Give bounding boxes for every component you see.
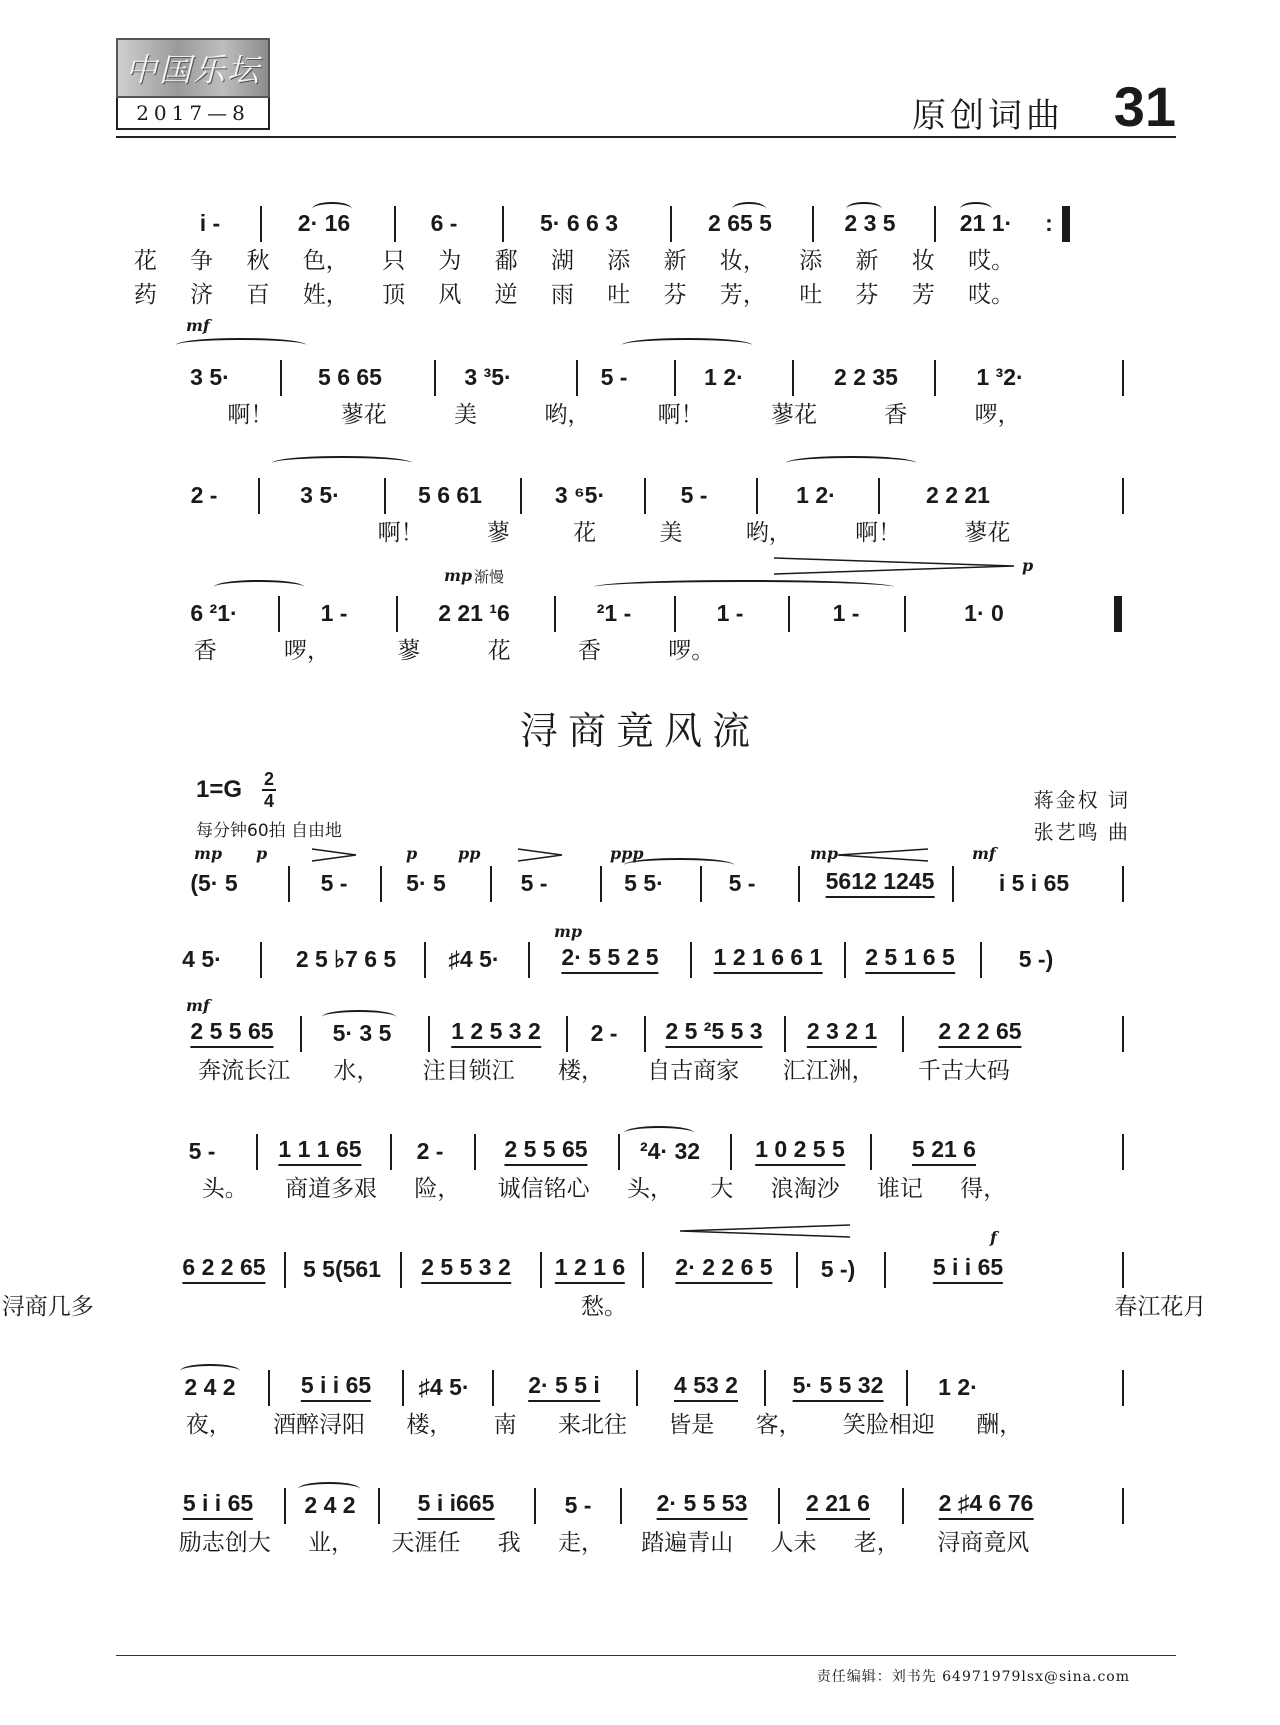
dynamic-mark: mf bbox=[186, 996, 210, 1015]
barline bbox=[980, 942, 982, 978]
measure: 6 2 2 65 bbox=[182, 1252, 265, 1284]
phrase-slur bbox=[214, 580, 304, 594]
lyrics-verse-2 bbox=[133, 278, 1130, 312]
measure: 2 4 2 bbox=[184, 1374, 236, 1400]
barline bbox=[278, 596, 280, 632]
measure: 1 - bbox=[832, 600, 860, 626]
barline bbox=[1122, 478, 1124, 514]
barline bbox=[934, 360, 936, 396]
barline bbox=[540, 1252, 542, 1288]
measure: 6 ²1· bbox=[190, 600, 238, 626]
measure: 3 ³5· bbox=[464, 364, 512, 390]
barline bbox=[792, 360, 794, 396]
measure: 2· 16 bbox=[297, 210, 351, 236]
barline bbox=[636, 1370, 638, 1406]
barline bbox=[534, 1488, 536, 1524]
barline bbox=[902, 1016, 904, 1052]
slur bbox=[846, 202, 882, 216]
measure: 2 5 5 65 bbox=[190, 1016, 273, 1048]
measure: 5 6 65 bbox=[318, 364, 382, 390]
measure: 1 ³2· bbox=[976, 364, 1024, 390]
measure: ♯4 5· bbox=[418, 1374, 470, 1400]
measure: 5 5· bbox=[624, 870, 664, 896]
measure: i - bbox=[199, 210, 221, 236]
measure: ♯4 5· bbox=[448, 946, 500, 972]
dynamic-mark: mp bbox=[554, 922, 583, 941]
barline bbox=[690, 942, 692, 978]
measure: 2 - bbox=[590, 1020, 618, 1046]
measure: 4 53 2 bbox=[674, 1370, 738, 1402]
decrescendo-hairpin bbox=[312, 848, 356, 862]
measure: 5· 6 6 3 bbox=[540, 210, 618, 236]
song1-system-2 bbox=[174, 316, 1130, 432]
barline bbox=[906, 1370, 908, 1406]
issue-number: 2017—8 bbox=[116, 98, 270, 130]
dynamic-mark: ppp bbox=[610, 844, 644, 863]
barline bbox=[844, 942, 846, 978]
notation-row bbox=[174, 478, 1130, 512]
song2-system-5 bbox=[1, 1228, 1207, 1324]
measure: 1 2· bbox=[796, 482, 836, 508]
measure: 5· 5 bbox=[406, 870, 446, 896]
lyrics-verse-1 bbox=[174, 1054, 1130, 1088]
lyrics-verse-1 bbox=[133, 244, 1130, 278]
measure: 5 - bbox=[728, 870, 756, 896]
barline bbox=[284, 1488, 286, 1524]
measure: 1 1 1 65 bbox=[278, 1134, 361, 1166]
barline bbox=[1122, 1370, 1124, 1406]
time-signature-top: 2 bbox=[263, 769, 274, 789]
lyrics-verse-1 bbox=[174, 634, 1130, 668]
barline bbox=[396, 596, 398, 632]
barline bbox=[284, 1252, 286, 1288]
measure: 3 ⁶5· bbox=[554, 482, 606, 508]
masthead bbox=[116, 38, 270, 130]
measure: 3 5· bbox=[300, 482, 340, 508]
barline bbox=[1122, 1134, 1124, 1170]
barline bbox=[260, 206, 262, 242]
measure: 5 -) bbox=[1018, 946, 1054, 972]
phrase-slur bbox=[176, 338, 306, 352]
measure: 5 i i 65 bbox=[301, 1370, 371, 1402]
lyric-line: 头。 商道多艰 险， 诚信铭心 头， 大 浪淘沙 谁记 得， bbox=[201, 1176, 1007, 1202]
measure: 3 5· bbox=[190, 364, 230, 390]
barline bbox=[380, 866, 382, 902]
barline bbox=[674, 360, 676, 396]
barline bbox=[268, 1370, 270, 1406]
lyric-line: 花 争 秋 色， 只 为 鄱 湖 添 新 妆， 添 新 妆 哎。 bbox=[133, 248, 1015, 274]
measure: 5 21 6 bbox=[912, 1134, 976, 1166]
measure: i 5 i 65 bbox=[998, 870, 1070, 896]
measure: 2 2 2 65 bbox=[938, 1016, 1021, 1048]
measure: 2 4 2 bbox=[304, 1492, 356, 1518]
measure: 2 21 6 bbox=[806, 1488, 870, 1520]
measure: ²1 - bbox=[596, 600, 632, 626]
barline bbox=[884, 1252, 886, 1288]
lyric-line: 药 济 百 姓， 顶 风 逆 雨 吐 芬 芳， 吐 芬 芳 哎。 bbox=[133, 282, 1015, 308]
dynamic-mark: f bbox=[990, 1228, 997, 1247]
measure: 1 2· bbox=[938, 1374, 978, 1400]
notation-row bbox=[174, 1252, 1130, 1286]
measure: 6 - bbox=[430, 210, 458, 236]
measure: 2 2 21 bbox=[926, 482, 990, 508]
measure: 1 2 5 3 2 bbox=[451, 1016, 541, 1048]
barline bbox=[1122, 1016, 1124, 1052]
song1-system-4 bbox=[174, 556, 1130, 668]
measure: 5 i i 65 bbox=[183, 1488, 253, 1520]
barline bbox=[764, 1370, 766, 1406]
editor-credit: 责任编辑：刘书先 64971979lsx@sina.com bbox=[816, 1669, 1130, 1685]
tie bbox=[594, 580, 894, 594]
barline bbox=[618, 1134, 620, 1170]
barline bbox=[902, 1488, 904, 1524]
barline bbox=[784, 1016, 786, 1052]
measure: 2 5 5 3 2 bbox=[421, 1252, 511, 1284]
measure: 5 -) bbox=[820, 1256, 856, 1282]
notation-row bbox=[174, 866, 1130, 900]
lyric-line: 浔商几多 愁。 春江花月 bbox=[1, 1294, 1207, 1320]
measure: (5· 5 bbox=[190, 870, 238, 896]
measure: 5 5(561 bbox=[302, 1256, 382, 1282]
measure: 2 ♯4 6 76 bbox=[939, 1488, 1034, 1520]
barline bbox=[756, 478, 758, 514]
dynamic-mark: p bbox=[1022, 556, 1034, 575]
barline bbox=[434, 360, 436, 396]
lyrics-verse-1 bbox=[174, 1408, 1130, 1442]
header-divider bbox=[116, 136, 1176, 138]
barline bbox=[490, 866, 492, 902]
measure: 2 5 ♭7 6 5 bbox=[295, 946, 397, 972]
barline bbox=[620, 1488, 622, 1524]
dynamic-mark: pp bbox=[458, 844, 481, 863]
barline bbox=[1122, 360, 1124, 396]
barline bbox=[700, 866, 702, 902]
measure: 2· 2 2 6 5 bbox=[675, 1252, 772, 1284]
measure: 2· 5 5 2 5 bbox=[561, 942, 658, 974]
slur bbox=[732, 202, 766, 216]
lyric-line: 奔流长江 水， 注目锁江 楼， 自古商家 汇江洲， 千古大码 bbox=[198, 1058, 1010, 1084]
measure: 5 - bbox=[320, 870, 348, 896]
measure: 1 2· bbox=[704, 364, 744, 390]
measure: 1 2 1 6 bbox=[555, 1252, 625, 1284]
barline bbox=[796, 1252, 798, 1288]
barline bbox=[1122, 1488, 1124, 1524]
barline bbox=[424, 942, 426, 978]
song1-system-3 bbox=[174, 478, 1130, 550]
measure: 5 - bbox=[564, 1492, 592, 1518]
slur bbox=[960, 202, 992, 216]
notation-row bbox=[174, 1134, 1130, 1168]
time-signature bbox=[262, 770, 276, 810]
measure: 2 3 2 1 bbox=[807, 1016, 877, 1048]
barline bbox=[798, 866, 800, 902]
barline bbox=[934, 206, 936, 242]
barline bbox=[528, 942, 530, 978]
slur bbox=[312, 202, 352, 216]
crescendo-hairpin bbox=[838, 848, 928, 862]
decrescendo-hairpin bbox=[774, 556, 1014, 576]
measure: 2 2 35 bbox=[834, 364, 898, 390]
song2-system-3 bbox=[174, 996, 1130, 1088]
notation-row bbox=[174, 942, 1130, 976]
barline bbox=[402, 1370, 404, 1406]
notation-row bbox=[174, 1016, 1130, 1050]
dynamic-mark: mf bbox=[186, 316, 210, 335]
phrase-slur bbox=[622, 338, 752, 352]
measure: 2 - bbox=[416, 1138, 444, 1164]
measure: 5612 1245 bbox=[826, 866, 935, 898]
measure: 1 - bbox=[320, 600, 348, 626]
measure: 5 - bbox=[188, 1138, 216, 1164]
barline bbox=[788, 596, 790, 632]
barline bbox=[600, 866, 602, 902]
measure: 2 5 5 65 bbox=[504, 1134, 587, 1166]
lyrics-verse-1 bbox=[174, 1172, 1130, 1206]
measure: 1 - bbox=[716, 600, 744, 626]
lyric-line: 夜， 酒醉浔阳 楼， 南 来北往 皆是 客， 笑脸相迎 酬， bbox=[185, 1412, 1023, 1438]
measure: 5 - bbox=[600, 364, 628, 390]
footer-divider bbox=[116, 1655, 1176, 1656]
dynamic-mark: mp bbox=[444, 566, 473, 585]
measure: 5 i i 65 bbox=[933, 1252, 1003, 1284]
barline bbox=[280, 360, 282, 396]
barline bbox=[812, 206, 814, 242]
song2-system-4 bbox=[174, 1134, 1130, 1206]
measure: 1 0 2 5 5 bbox=[755, 1134, 845, 1166]
lyric-line: 啊！ 蓼花 美 哟， 啊！ 蓼花 香 啰， bbox=[227, 402, 1021, 428]
measure: 2 - bbox=[190, 482, 218, 508]
measure: 2· 5 5 i bbox=[528, 1370, 600, 1402]
lyrics-verse-1 bbox=[174, 398, 1130, 432]
barline bbox=[730, 1134, 732, 1170]
dynamic-mark: mp bbox=[810, 844, 839, 863]
measure: 5· 3 5 bbox=[332, 1020, 392, 1046]
barline bbox=[644, 478, 646, 514]
measure: 5 - bbox=[520, 870, 548, 896]
song1-system-1 bbox=[133, 206, 1130, 312]
barline bbox=[1122, 866, 1124, 902]
measure: 2· 5 5 53 bbox=[657, 1488, 748, 1520]
lyrics-verse-1 bbox=[174, 1526, 1130, 1560]
tempo-marking: 每分钟60拍 自由地 bbox=[196, 821, 343, 841]
page-number: 31 bbox=[1113, 75, 1176, 138]
notation-row bbox=[174, 360, 1130, 394]
repeat-dots: : bbox=[1045, 210, 1053, 236]
dynamic-mark: mf bbox=[972, 844, 996, 863]
crescendo-hairpin bbox=[680, 1224, 850, 1238]
measure: 1· 0 bbox=[964, 600, 1004, 626]
lyric-line: 啊！ 蓼 花 美 哟， 啊！ 蓼花 bbox=[377, 520, 1011, 546]
barline bbox=[644, 1016, 646, 1052]
barline bbox=[394, 206, 396, 242]
measure: 2 3 5 bbox=[844, 210, 896, 236]
phrase-slur bbox=[272, 456, 412, 470]
barline bbox=[502, 206, 504, 242]
measure: 5 i i665 bbox=[418, 1488, 495, 1520]
barline bbox=[474, 1134, 476, 1170]
notation-row bbox=[174, 596, 1130, 630]
measure: 21 1· bbox=[959, 210, 1013, 236]
barline bbox=[400, 1252, 402, 1288]
lyric-line: 香 啰， 蓼 花 香 啰。 bbox=[193, 638, 715, 664]
notation-row bbox=[174, 1488, 1130, 1522]
song-title: 浔商竟风流 bbox=[519, 709, 760, 753]
dynamic-mark: p bbox=[406, 844, 418, 863]
measure: 2 65 5 bbox=[708, 210, 772, 236]
lyricist-credit: 蒋金权 词 bbox=[1033, 788, 1130, 812]
lyric-line: 励志创大 业， 天涯任 我 走， 踏遍青山 人未 老， 浔商竟风 bbox=[178, 1530, 1030, 1556]
barline bbox=[576, 360, 578, 396]
time-signature-bottom: 4 bbox=[263, 791, 274, 811]
dynamic-mark: mp bbox=[194, 844, 223, 863]
measure: 5· 5 5 32 bbox=[793, 1370, 884, 1402]
measure: 2 5 1 6 5 bbox=[865, 942, 955, 974]
repeat-barline bbox=[1062, 206, 1070, 242]
measure: 5 6 61 bbox=[418, 482, 482, 508]
barline bbox=[554, 596, 556, 632]
barline bbox=[904, 596, 906, 632]
tempo-marking: 渐慢 bbox=[474, 568, 505, 586]
key-signature: 1=G bbox=[196, 776, 243, 803]
barline bbox=[428, 1016, 430, 1052]
barline bbox=[384, 478, 386, 514]
dynamic-mark: p bbox=[256, 844, 268, 863]
measure: 2 21 ¹6 bbox=[438, 600, 510, 626]
barline bbox=[288, 866, 290, 902]
barline bbox=[642, 1252, 644, 1288]
barline bbox=[670, 206, 672, 242]
measure: 5 - bbox=[680, 482, 708, 508]
composer-credit: 张艺鸣 曲 bbox=[1033, 820, 1130, 844]
barline bbox=[674, 596, 676, 632]
masthead-logo: 中国乐坛 bbox=[116, 38, 270, 98]
barline bbox=[378, 1488, 380, 1524]
barline bbox=[1122, 1252, 1124, 1288]
barline bbox=[778, 1488, 780, 1524]
barline bbox=[256, 1134, 258, 1170]
barline bbox=[952, 866, 954, 902]
song2-system-2 bbox=[174, 922, 1130, 976]
song2-system-1 bbox=[174, 844, 1130, 900]
final-barline bbox=[1114, 596, 1122, 632]
phrase-slur bbox=[786, 456, 916, 470]
song2-system-7 bbox=[174, 1488, 1130, 1560]
barline bbox=[870, 1134, 872, 1170]
lyrics-verse-1 bbox=[174, 516, 1130, 550]
barline bbox=[300, 1016, 302, 1052]
measure: 4 5· bbox=[182, 946, 222, 972]
decrescendo-hairpin bbox=[518, 848, 562, 862]
barline bbox=[260, 942, 262, 978]
barline bbox=[390, 1134, 392, 1170]
barline bbox=[258, 478, 260, 514]
barline bbox=[566, 1016, 568, 1052]
notation-row bbox=[174, 1370, 1130, 1404]
lyrics-verse-1 bbox=[1, 1290, 1207, 1324]
measure: 1 2 1 6 6 1 bbox=[714, 942, 823, 974]
barline bbox=[492, 1370, 494, 1406]
song2-system-6 bbox=[174, 1370, 1130, 1442]
measure: 2 5 ²5 5 3 bbox=[665, 1016, 762, 1048]
barline bbox=[878, 478, 880, 514]
section-title: 原创词曲 bbox=[912, 96, 1064, 136]
barline bbox=[520, 478, 522, 514]
measure: ²4· 32 bbox=[639, 1138, 701, 1164]
